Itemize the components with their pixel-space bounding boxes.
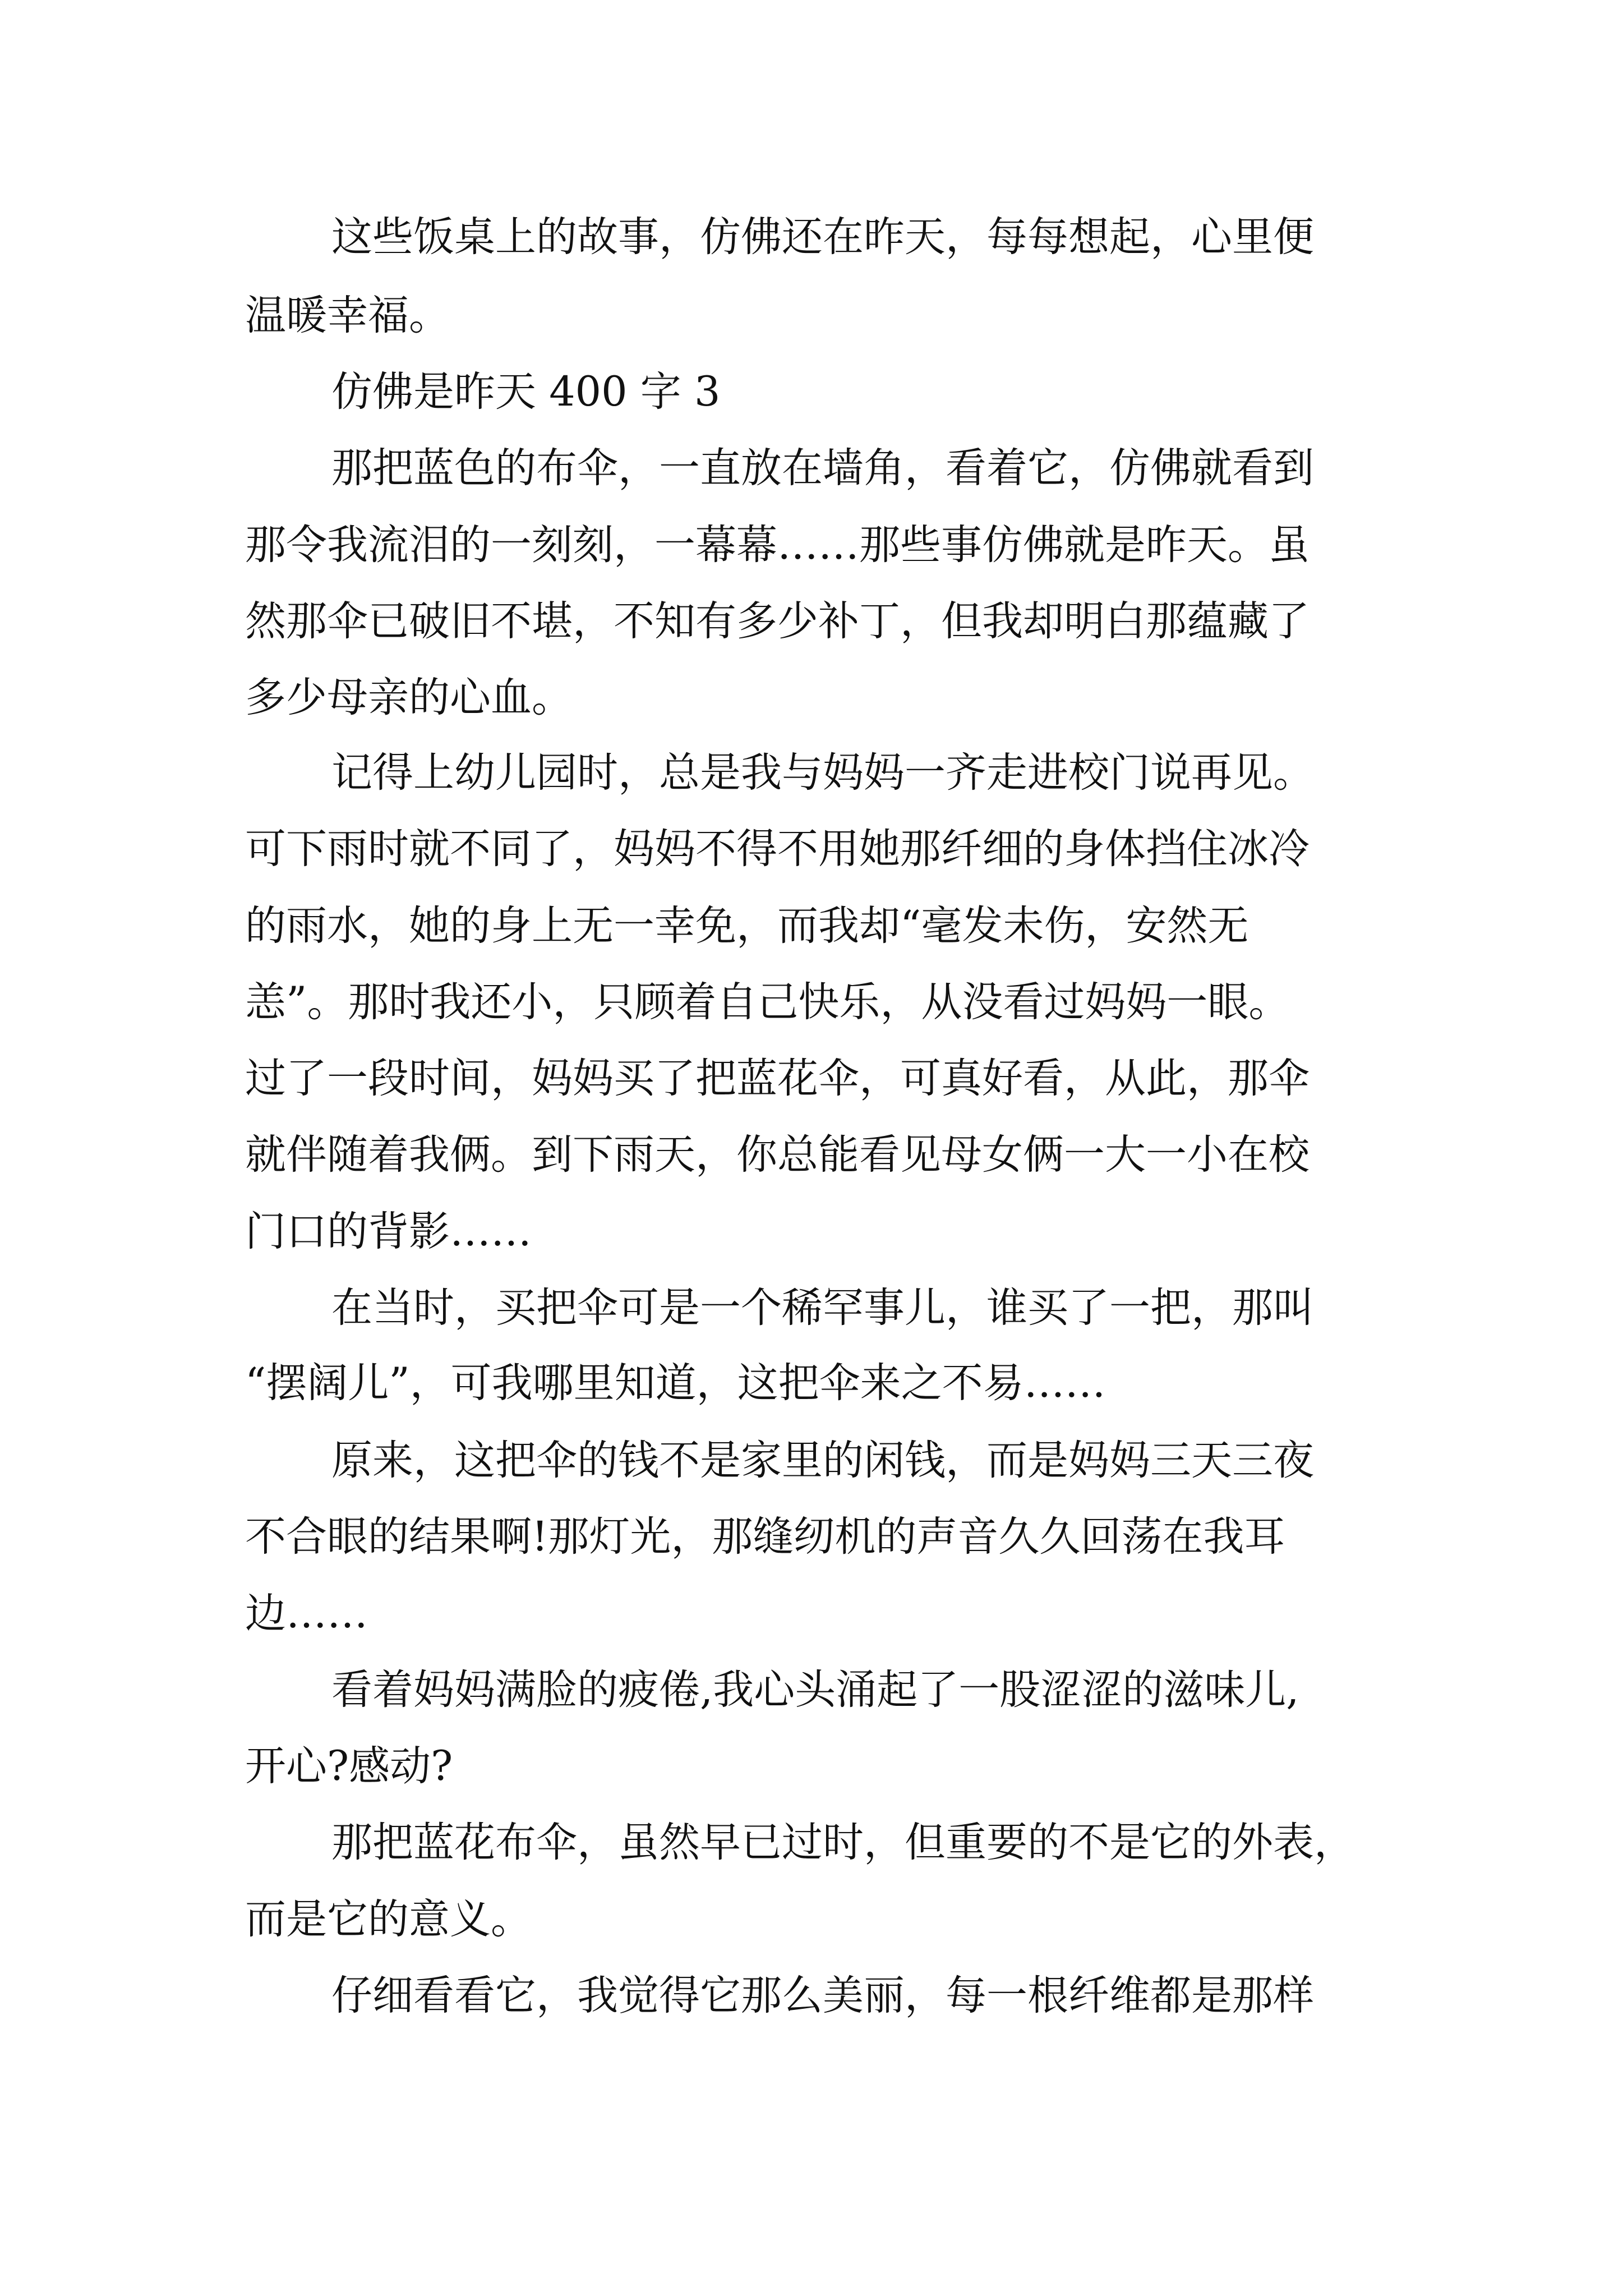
text-line: “摆阔儿”，可我哪里知道，这把伞来之不易……: [245, 1359, 1106, 1407]
text-line: 就伴随着我俩。到下雨天，你总能看见母女俩一大一小在校: [245, 1131, 1310, 1179]
text-line: 记得上幼儿园时，总是我与妈妈一齐走进校门说再见。: [331, 749, 1314, 797]
text-line: 边……: [245, 1590, 368, 1637]
text-line: 可下雨时就不同了，妈妈不得不用她那纤细的身体挡住冰冷: [245, 825, 1310, 873]
text-line: 那令我流泪的一刻刻，一幕幕……那些事仿佛就是昨天。虽: [245, 521, 1310, 569]
text-line: 仿佛是昨天 400 字 3: [331, 368, 721, 416]
text-line: 多少母亲的心血。: [245, 674, 573, 721]
text-line: 不合眼的结果啊!那灯光，那缝纫机的声音久久回荡在我耳: [245, 1513, 1285, 1561]
text-line: 而是它的意义。: [245, 1895, 532, 1943]
text-line: 那把蓝花布伞，虽然早已过时，但重要的不是它的外表，: [331, 1819, 1355, 1866]
text-line: 原来，这把伞的钱不是家里的闲钱，而是妈妈三天三夜: [331, 1437, 1314, 1484]
text-line: 温暖幸福。: [245, 292, 450, 339]
text-line: 开心?感动?: [245, 1742, 453, 1790]
text-line: 的雨水，她的身上无一幸免，而我却“毫发未伤，安然无: [245, 902, 1249, 950]
text-line: 恙”。那时我还小，只顾着自己快乐，从没看过妈妈一眼。: [245, 978, 1290, 1026]
text-line: 然那伞已破旧不堪，不知有多少补丁，但我却明白那蕴藏了: [245, 597, 1310, 645]
text-line: 过了一段时间，妈妈买了把蓝花伞，可真好看，从此，那伞: [245, 1055, 1310, 1102]
text-line: 看着妈妈满脸的疲倦,我心头涌起了一股涩涩的滋味儿,: [331, 1666, 1299, 1714]
text-line: 门口的背影……: [245, 1208, 532, 1255]
text-line: 那把蓝色的布伞，一直放在墙角，看着它，仿佛就看到: [331, 444, 1314, 492]
text-line: 在当时，买把伞可是一个稀罕事儿，谁买了一把，那叫: [331, 1284, 1314, 1332]
text-line: 这些饭桌上的故事，仿佛还在昨天，每每想起，心里便: [331, 213, 1314, 261]
text-line: 仔细看看它，我觉得它那么美丽，每一根纤维都是那样: [331, 1972, 1314, 2019]
